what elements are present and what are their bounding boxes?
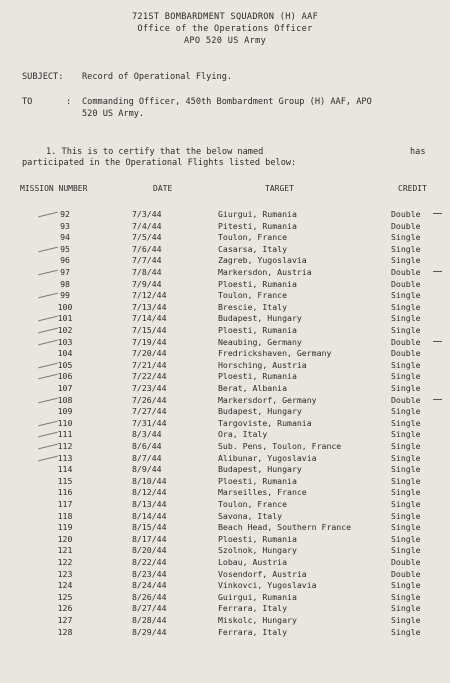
mission-number: 109: [57, 406, 73, 417]
mission-date: 8/6/44: [132, 441, 162, 451]
mission-credit: Single: [391, 615, 421, 625]
mission-number: 106: [57, 371, 73, 382]
header-mission-number: MISSION NUMBER: [20, 184, 88, 193]
table-row: [0, 302, 450, 313]
mission-date: 7/15/44: [132, 325, 167, 335]
mission-number: 97: [60, 267, 70, 277]
mission-number: 105: [57, 359, 73, 370]
table-row: [0, 279, 450, 290]
mission-number: 108: [57, 394, 73, 405]
mission-number: 126: [57, 603, 73, 614]
mission-number: 116: [57, 487, 73, 498]
mission-number: 113: [57, 452, 73, 463]
mission-target: Ploesti, Rumania: [218, 533, 297, 544]
mission-credit: Single: [391, 475, 421, 486]
table-row: [0, 383, 450, 394]
mission-target: Ploesti, Rumania: [218, 278, 297, 289]
mission-date: 7/14/44: [132, 313, 167, 324]
mission-target: Budapest, Hungary: [218, 406, 302, 417]
mission-credit: Double: [391, 267, 421, 277]
mission-number: 120: [57, 533, 73, 544]
mission-target: Markersdorf, Germany: [218, 394, 317, 405]
mission-number: 95: [60, 243, 70, 254]
mission-target: Miskolc, Hungary: [218, 615, 297, 625]
apo-line: APO 520 US Army: [183, 36, 267, 46]
margin-dash-mark: [433, 271, 442, 272]
mission-number: 112: [57, 441, 73, 451]
mission-credit: Double: [391, 278, 421, 289]
mission-number: 115: [57, 475, 73, 486]
table-row: [0, 453, 450, 464]
mission-target: Targoviste, Rumania: [218, 417, 312, 428]
mission-number: 114: [57, 464, 73, 475]
table-row: [0, 569, 450, 580]
mission-date: 8/17/44: [132, 533, 167, 544]
mission-date: 7/26/44: [132, 394, 167, 405]
mission-credit: Single: [391, 487, 421, 498]
mission-date: 7/4/44: [132, 220, 162, 231]
mission-number: 127: [57, 615, 73, 625]
subject-text: Record of Operational Flying.: [82, 72, 233, 82]
margin-dash-mark: [433, 399, 442, 400]
mission-number: 118: [57, 510, 73, 521]
mission-credit: Double: [391, 557, 421, 567]
header-credit: CREDIT: [398, 184, 427, 193]
mission-target: Casarsa, Italy: [218, 243, 288, 254]
mission-target: Guirgui, Rumania: [218, 591, 297, 602]
mission-date: 7/22/44: [132, 371, 167, 382]
table-row: [0, 244, 450, 255]
mission-date: 7/6/44: [132, 243, 162, 254]
to-colon: :: [66, 97, 72, 107]
mission-date: 7/5/44: [132, 232, 162, 243]
mission-date: 8/28/44: [132, 615, 167, 625]
mission-credit: Single: [391, 591, 421, 602]
table-row: [0, 406, 450, 417]
mission-target: Ferrara, Italy: [218, 603, 288, 614]
mission-date: 8/7/44: [132, 452, 162, 463]
mission-date: 8/20/44: [132, 545, 167, 556]
table-row: [0, 313, 450, 324]
mission-date: 7/31/44: [132, 417, 167, 428]
mission-target: Berat, Albania: [218, 383, 288, 393]
mission-target: Vosendorf, Austria: [218, 568, 307, 579]
mission-date: 7/21/44: [132, 359, 167, 370]
table-row: [0, 603, 450, 614]
mission-credit: Double: [391, 336, 421, 347]
mission-credit: Double: [391, 209, 421, 219]
mission-credit: Double: [391, 394, 421, 405]
table-row: [0, 395, 450, 406]
mission-credit: Single: [391, 464, 421, 475]
table-row: [0, 627, 450, 638]
mission-target: Beach Head, Southern France: [218, 522, 352, 533]
table-row: [0, 209, 450, 220]
mission-date: 8/9/44: [132, 464, 162, 475]
mission-number: 111: [57, 429, 73, 440]
mission-date: 8/13/44: [132, 499, 167, 509]
mission-target: Lobau, Austria: [218, 557, 288, 567]
table-row: [0, 580, 450, 591]
mission-number: 104: [57, 348, 73, 359]
mission-date: 7/8/44: [132, 267, 162, 277]
mission-credit: Single: [391, 580, 421, 591]
mission-credit: Single: [391, 243, 421, 254]
mission-target: Ploesti, Rumania: [218, 325, 297, 335]
mission-date: 7/23/44: [132, 383, 167, 393]
mission-date: 7/27/44: [132, 406, 167, 417]
mission-date: 7/9/44: [132, 278, 162, 289]
table-row: [0, 337, 450, 348]
mission-credit: Single: [391, 232, 421, 243]
table-row: [0, 221, 450, 232]
mission-credit: Single: [391, 359, 421, 370]
mission-target: Budapest, Hungary: [218, 313, 302, 324]
to-label: TO: [22, 97, 33, 107]
table-row: [0, 557, 450, 568]
mission-date: 7/3/44: [132, 209, 162, 219]
mission-credit: Single: [391, 325, 421, 335]
mission-credit: Single: [391, 417, 421, 428]
mission-credit: Single: [391, 313, 421, 324]
mission-target: Alibunar, Yugoslavia: [218, 452, 317, 463]
mission-date: 8/15/44: [132, 522, 167, 533]
table-row: [0, 290, 450, 301]
mission-date: 7/12/44: [132, 290, 167, 301]
mission-date: 8/3/44: [132, 429, 162, 440]
mission-number: 100: [57, 301, 73, 312]
mission-target: Horsching, Austria: [218, 359, 307, 370]
table-row: [0, 441, 450, 452]
mission-credit: Single: [391, 290, 421, 301]
mission-target: Sub. Pens, Toulon, France: [218, 441, 342, 451]
mission-target: Ora, Italy: [218, 429, 268, 440]
table-row: [0, 487, 450, 498]
mission-credit: Single: [391, 371, 421, 382]
mission-target: Markersdon, Austria: [218, 267, 312, 277]
to-line-1: Commanding Officer, 450th Bombardment Group (H) AAF, APO: [82, 97, 372, 107]
table-row: [0, 464, 450, 475]
mission-credit: Single: [391, 603, 421, 614]
mission-target: Pitesti, Rumania: [218, 220, 297, 231]
table-row: [0, 499, 450, 510]
office-title: Office of the Operations Officer: [137, 24, 313, 34]
mission-number: 119: [57, 522, 73, 533]
mission-number: 117: [57, 499, 73, 509]
mission-number: 93: [60, 220, 70, 231]
mission-number: 107: [57, 383, 73, 393]
mission-target: Fredrickshaven, Germany: [218, 348, 332, 359]
mission-number: 102: [57, 325, 73, 335]
mission-target: Ploesti, Rumania: [218, 371, 297, 382]
mission-number: 123: [57, 568, 73, 579]
mission-credit: Double: [391, 220, 421, 231]
to-line-2: 520 US Army.: [82, 109, 145, 119]
mission-date: 7/13/44: [132, 301, 167, 312]
mission-target: Brescie, Italy: [218, 301, 288, 312]
table-row: [0, 511, 450, 522]
mission-target: Toulon, France: [218, 499, 288, 509]
mission-credit: Single: [391, 429, 421, 440]
mission-credit: Single: [391, 510, 421, 521]
table-row: [0, 592, 450, 603]
mission-credit: Double: [391, 568, 421, 579]
mission-target: Toulon, France: [218, 232, 288, 243]
table-row: [0, 360, 450, 371]
mission-credit: Single: [391, 383, 421, 393]
mission-number: 122: [57, 557, 73, 567]
mission-number: 92: [60, 209, 70, 219]
certify-has: has: [410, 147, 426, 157]
mission-target: Giurgui, Rumania: [218, 209, 297, 219]
mission-target: Ploesti, Rumania: [218, 475, 297, 486]
mission-credit: Single: [391, 499, 421, 509]
mission-credit: Single: [391, 533, 421, 544]
mission-number: 124: [57, 580, 73, 591]
mission-date: 8/14/44: [132, 510, 167, 521]
mission-credit: Single: [391, 626, 421, 637]
mission-number: 96: [60, 255, 70, 266]
margin-dash-mark: [433, 341, 442, 342]
mission-credit: Single: [391, 441, 421, 451]
mission-number: 99: [60, 290, 70, 301]
mission-credit: Double: [391, 348, 421, 359]
mission-number: 98: [60, 278, 70, 289]
mission-date: 8/22/44: [132, 557, 167, 567]
mission-target: Marseilles, France: [218, 487, 307, 498]
mission-number: 125: [57, 591, 73, 602]
margin-dash-mark: [433, 213, 442, 214]
table-row: [0, 255, 450, 266]
mission-credit: Single: [391, 522, 421, 533]
mission-date: 8/26/44: [132, 591, 167, 602]
mission-date: 7/19/44: [132, 336, 167, 347]
table-row: [0, 522, 450, 533]
mission-number: 128: [57, 626, 73, 637]
mission-number: 103: [57, 336, 73, 347]
mission-date: 8/23/44: [132, 568, 167, 579]
mission-target: Neaubing, Germany: [218, 336, 302, 347]
mission-date: 8/27/44: [132, 603, 167, 614]
table-row: [0, 325, 450, 336]
mission-credit: Single: [391, 452, 421, 463]
table-row: [0, 267, 450, 278]
mission-date: 8/12/44: [132, 487, 167, 498]
mission-credit: Single: [391, 301, 421, 312]
table-row: [0, 545, 450, 556]
table-row: [0, 371, 450, 382]
mission-date: 8/10/44: [132, 475, 167, 486]
mission-target: Vinkovci, Yugoslavia: [218, 580, 317, 591]
mission-credit: Single: [391, 545, 421, 556]
header-date: DATE: [153, 184, 173, 193]
table-row: [0, 232, 450, 243]
mission-credit: Single: [391, 406, 421, 417]
mission-date: 8/24/44: [132, 580, 167, 591]
table-row: [0, 476, 450, 487]
table-row: [0, 534, 450, 545]
squadron-title: 721ST BOMBARDMENT SQUADRON (H) AAF: [131, 12, 319, 22]
mission-target: Savona, Italy: [218, 510, 283, 521]
table-row: [0, 429, 450, 440]
header-target: TARGET: [265, 184, 294, 193]
mission-date: 7/20/44: [132, 348, 167, 359]
mission-credit: Single: [391, 255, 421, 266]
subject-label: SUBJECT:: [22, 72, 64, 82]
mission-number: 101: [57, 313, 73, 324]
mission-date: 8/29/44: [132, 626, 167, 637]
certify-line-2: participated in the Operational Flights listed below:: [22, 158, 297, 168]
table-row: [0, 418, 450, 429]
mission-number: 110: [57, 417, 73, 428]
mission-target: Zagreb, Yugoslavia: [218, 255, 307, 266]
table-row: [0, 348, 450, 359]
mission-target: Budapest, Hungary: [218, 464, 302, 475]
certify-line-1: 1. This is to certify that the below named: [46, 147, 264, 157]
mission-target: Szolnok, Hungary: [218, 545, 297, 556]
mission-date: 7/7/44: [132, 255, 162, 266]
mission-number: 121: [57, 545, 73, 556]
table-row: [0, 615, 450, 626]
mission-target: Ferrara, Italy: [218, 626, 288, 637]
mission-number: 94: [60, 232, 70, 243]
mission-target: Toulon, France: [218, 290, 288, 301]
